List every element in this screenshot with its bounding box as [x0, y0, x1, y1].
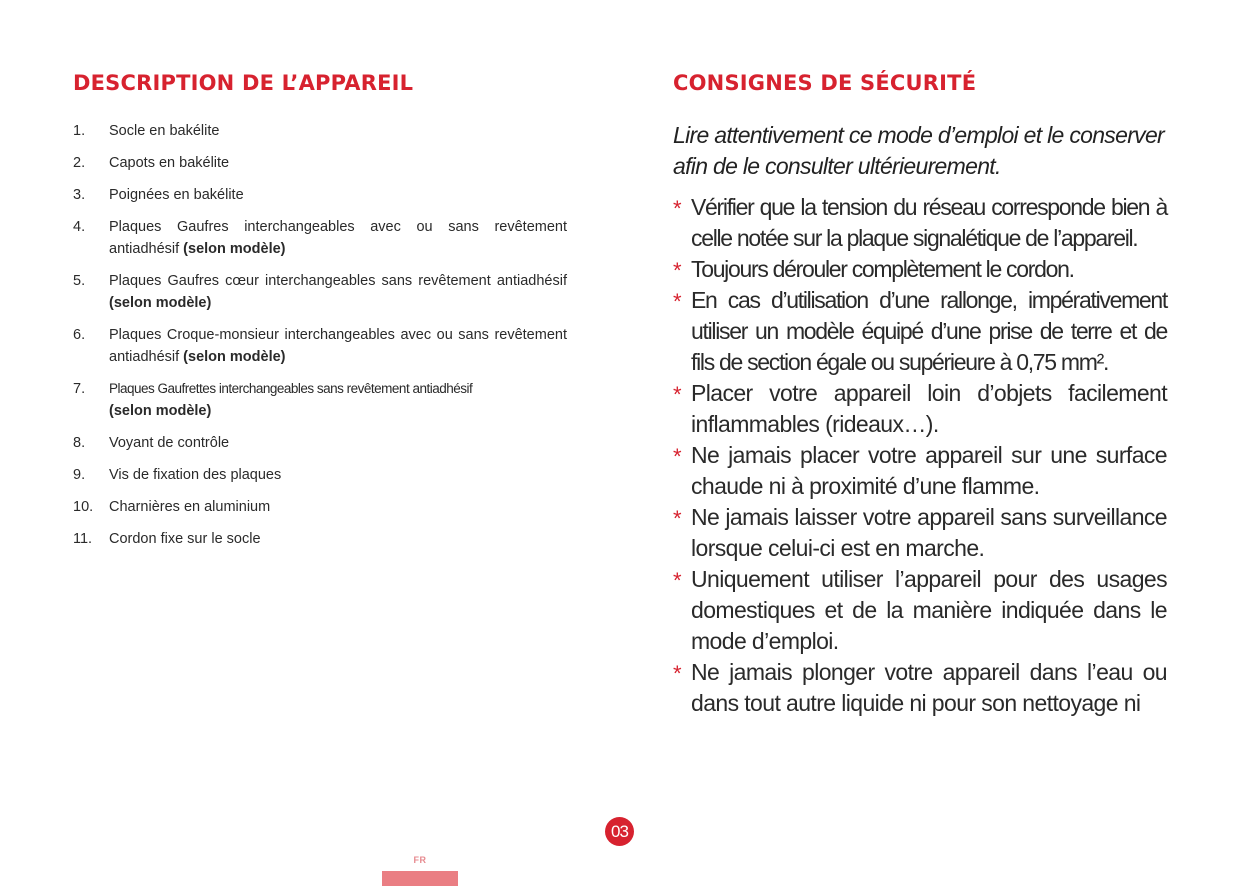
- item-text: Plaques Gaufres cœur interchangeables sans revêtement antiadhésif: [109, 273, 567, 289]
- list-item: [73, 120, 567, 142]
- safety-section: [673, 68, 1167, 719]
- safety-intro: Lire attentivement ce mode d’emploi et le conserver afin de le consulter ultérieurement.: [673, 122, 1165, 179]
- list-item: [73, 270, 567, 314]
- list-item: [73, 184, 567, 206]
- language-label: FR: [413, 855, 427, 865]
- item-number: 10.: [73, 499, 94, 515]
- item-text: Capots en bakélite: [109, 155, 230, 171]
- safety-item: [673, 657, 1167, 719]
- description-section: [73, 68, 567, 560]
- item-text: Vis de fixation des plaques: [109, 467, 282, 483]
- asterisk-bullet-icon: *: [673, 661, 681, 686]
- parts-list: [73, 120, 567, 550]
- asterisk-bullet-icon: *: [673, 196, 681, 221]
- item-number: 2.: [73, 155, 86, 171]
- item-number: 1.: [73, 123, 86, 139]
- safety-item-text: Placer votre appareil loin d’objets facilement inflammables (rideaux…).: [691, 380, 1167, 437]
- item-number: 3.: [73, 187, 86, 203]
- asterisk-bullet-icon: *: [673, 568, 681, 593]
- item-text: Plaques Croque-monsieur interchangeables avec ou sans revêtement antiadhésif: [109, 327, 567, 365]
- asterisk-bullet-icon: *: [673, 506, 681, 531]
- language-tab: [382, 871, 458, 886]
- list-item: [73, 216, 567, 260]
- item-number: 7.: [73, 381, 86, 397]
- item-text: Plaques Gaufres interchangeables avec ou sans revêtement antiadhésif: [109, 219, 567, 257]
- safety-item: [673, 285, 1167, 378]
- list-item: [73, 432, 567, 454]
- item-text: Poignées en bakélite: [109, 187, 244, 203]
- asterisk-bullet-icon: *: [673, 444, 681, 469]
- asterisk-bullet-icon: *: [673, 382, 681, 407]
- safety-list: [673, 192, 1167, 719]
- item-model-note: (selon modèle): [109, 295, 212, 311]
- safety-item-text: Ne jamais laisser votre appareil sans surveillance lorsque celui-ci est en marche.: [691, 504, 1167, 561]
- safety-item-text: Ne jamais placer votre appareil sur une surface chaude ni à proximité d’une flamme.: [691, 442, 1167, 499]
- safety-heading: CONSIGNES DE SÉCURITÉ: [673, 71, 977, 95]
- list-item: [73, 528, 567, 550]
- safety-item: [673, 378, 1167, 440]
- list-item: [73, 152, 567, 174]
- item-model-note: (selon modèle): [183, 349, 286, 365]
- item-model-note: (selon modèle): [109, 403, 212, 419]
- item-number: 5.: [73, 273, 86, 289]
- item-number: 4.: [73, 219, 86, 235]
- safety-item-text: En cas d’utilisation d’une rallonge, impérativement utiliser un modèle équipé d’une prise de terre et de fils de section égale ou supérieure à 0,75 mm².: [691, 287, 1167, 375]
- item-number: 6.: [73, 327, 86, 343]
- safety-item: [673, 192, 1167, 254]
- asterisk-bullet-icon: *: [673, 289, 681, 314]
- description-heading: DESCRIPTION DE L’APPAREIL: [73, 71, 414, 95]
- list-item: [73, 324, 567, 368]
- item-text: Voyant de contrôle: [109, 435, 230, 451]
- safety-item: [673, 502, 1167, 564]
- safety-item: [673, 254, 1167, 285]
- page-number-badge: 03: [605, 817, 634, 846]
- list-item: [73, 496, 567, 518]
- safety-item: [673, 440, 1167, 502]
- safety-item-text: Uniquement utiliser l’appareil pour des usages domestiques et de la manière indiquée dans le mode d’emploi.: [691, 566, 1167, 654]
- list-item: [73, 378, 567, 422]
- item-number: 8.: [73, 435, 86, 451]
- item-number: 11.: [73, 531, 93, 547]
- item-text: Plaques Gaufrettes interchangeables sans revêtement antiadhésif: [109, 381, 473, 396]
- item-text: Socle en bakélite: [109, 123, 220, 139]
- list-item: [73, 464, 567, 486]
- item-number: 9.: [73, 467, 86, 483]
- item-text: Cordon fixe sur le socle: [109, 531, 261, 547]
- safety-item: [673, 564, 1167, 657]
- safety-item-text: Ne jamais plonger votre appareil dans l’eau ou dans tout autre liquide ni pour son nettoyage ni: [691, 659, 1167, 716]
- item-text: Charnières en aluminium: [109, 499, 271, 515]
- asterisk-bullet-icon: *: [673, 258, 681, 283]
- safety-item-text: Toujours dérouler complètement le cordon.: [691, 256, 1074, 282]
- item-model-note: (selon modèle): [183, 241, 286, 257]
- safety-item-text: Vérifier que la tension du réseau corresponde bien à celle notée sur la plaque signalétique de l’appareil.: [691, 194, 1167, 251]
